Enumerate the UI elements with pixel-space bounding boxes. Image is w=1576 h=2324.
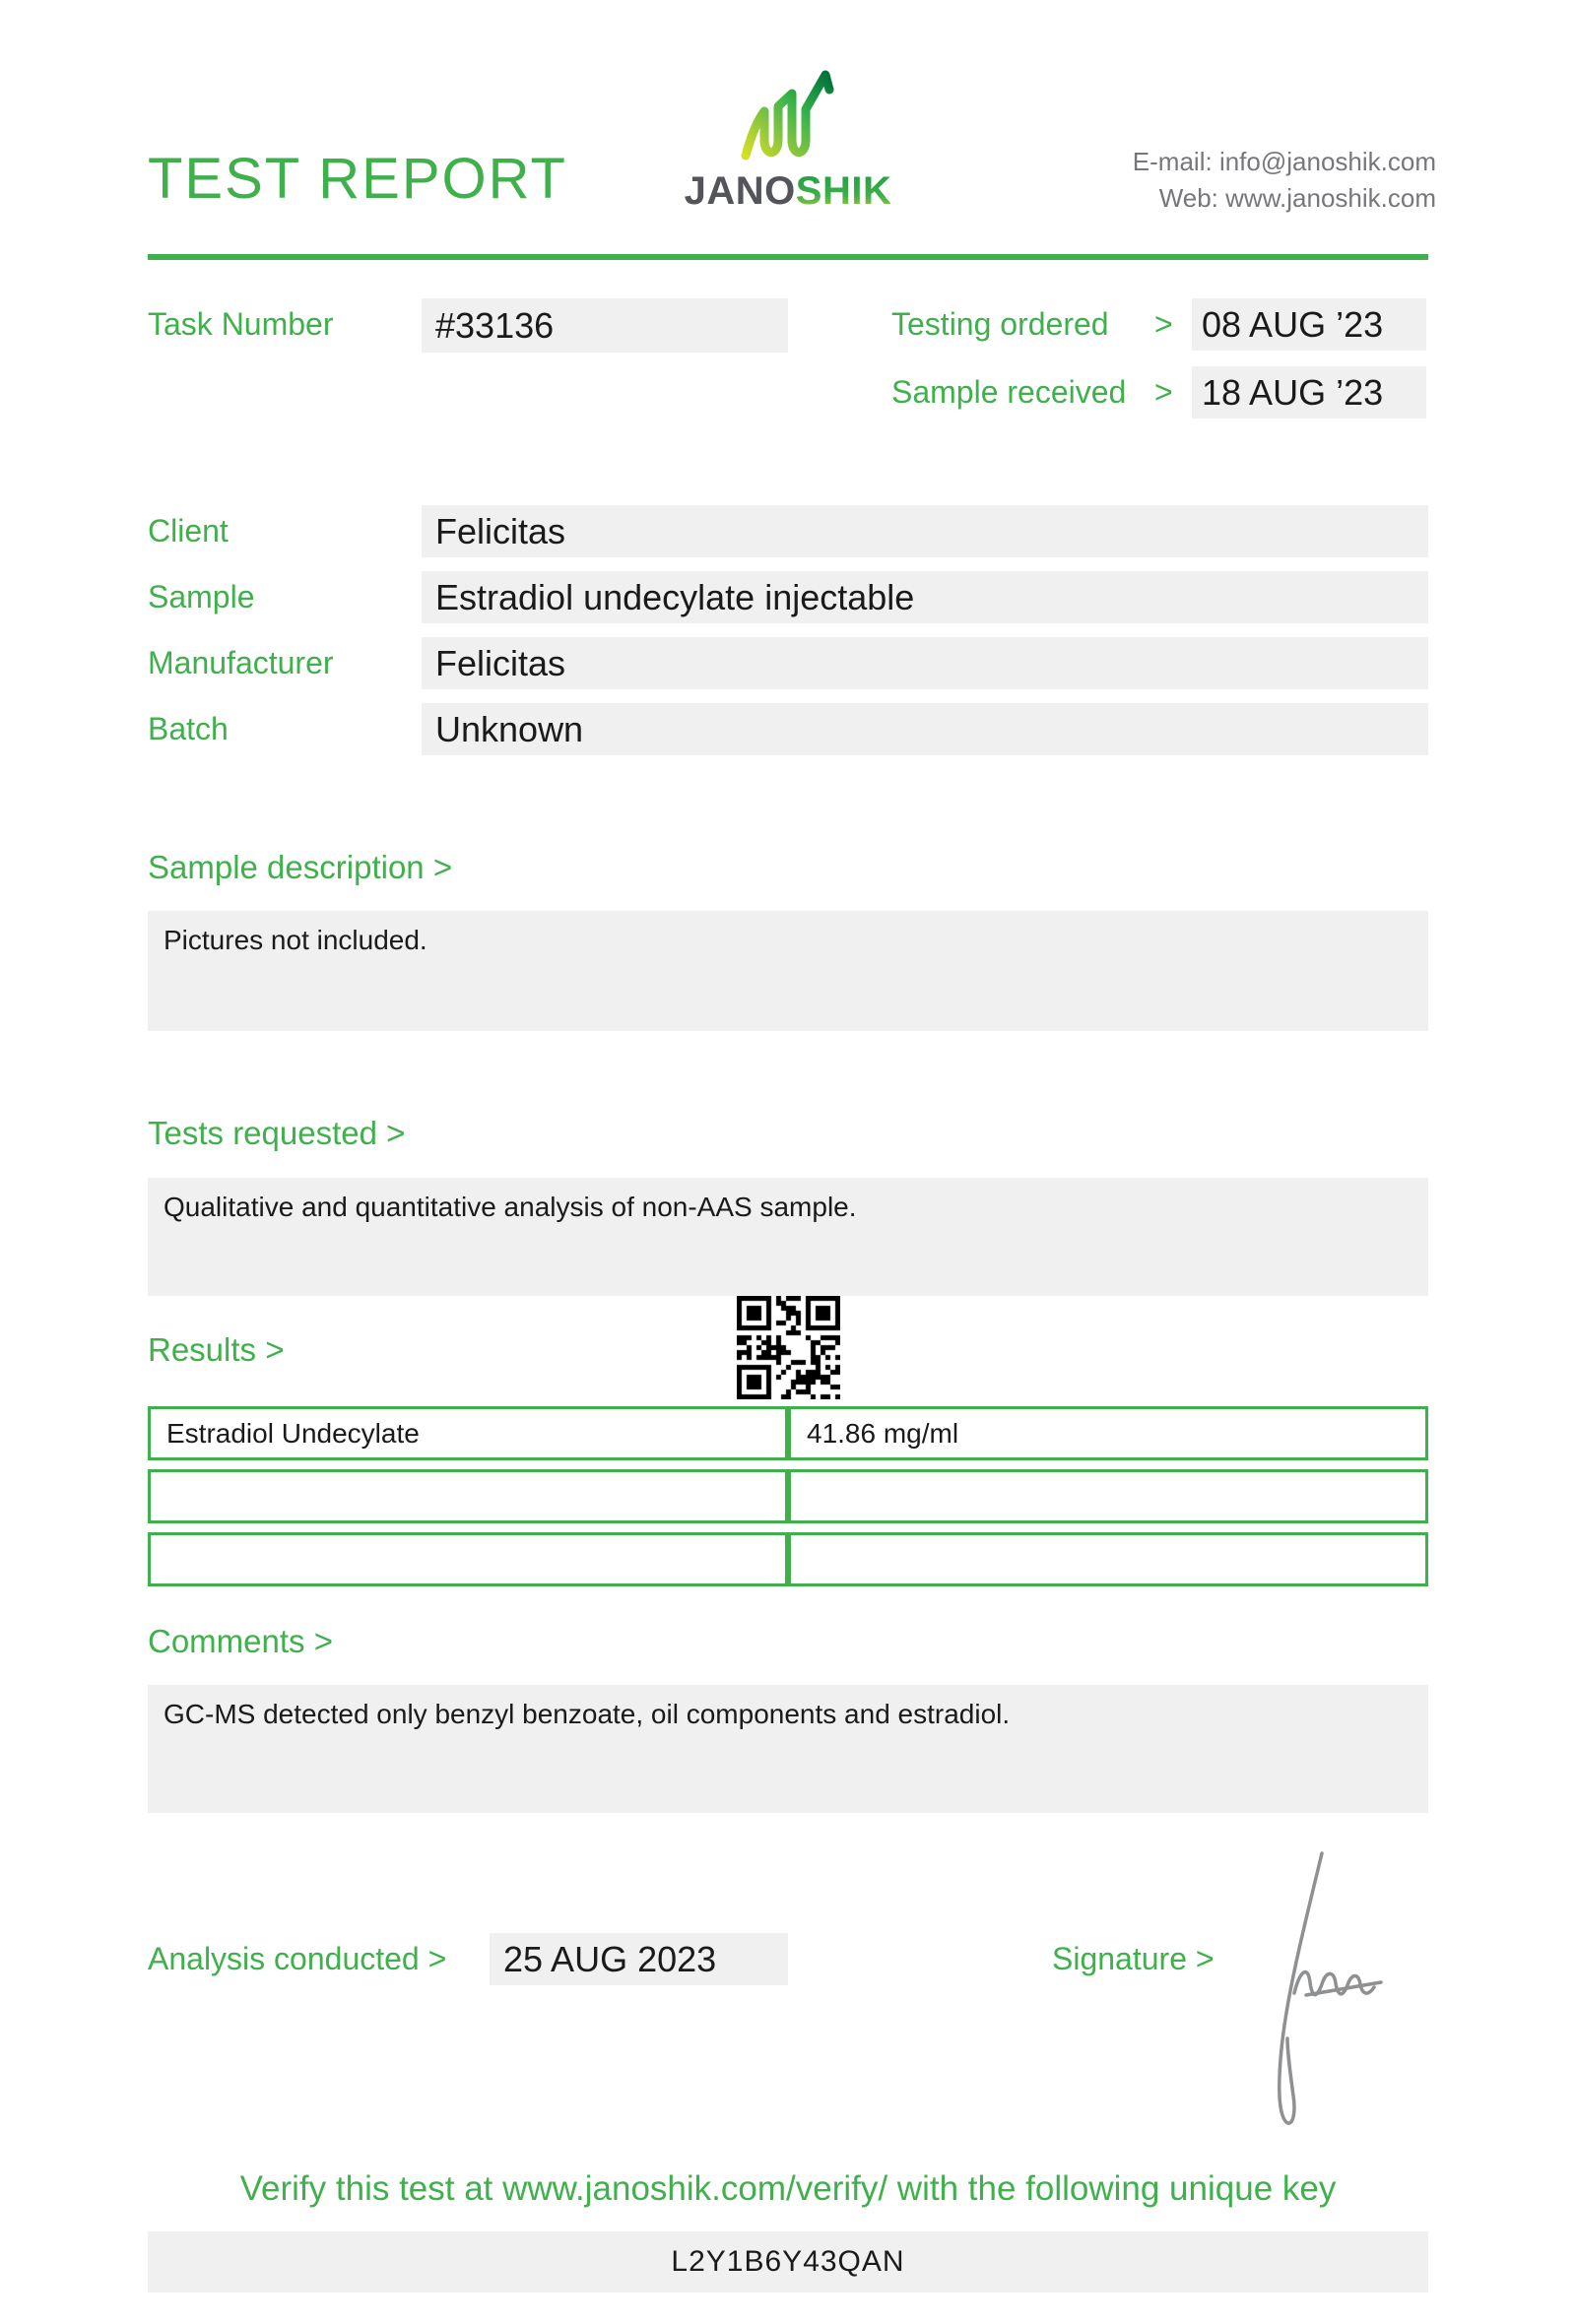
- web-value: www.janoshik.com: [1225, 183, 1436, 213]
- janoshik-logo: [675, 69, 901, 217]
- results-cell-value-3: [788, 1532, 1428, 1586]
- contact-email-line: [1133, 144, 1436, 180]
- detail-label-client: Client: [148, 513, 229, 549]
- verify-key-value: L2Y1B6Y43QAN: [671, 2245, 905, 2278]
- detail-box-manufacturer: [422, 637, 1428, 689]
- results-cell-value-2: [788, 1469, 1428, 1523]
- tests-requested-heading: Tests requested >: [148, 1115, 406, 1151]
- tests-requested-box: [148, 1178, 1428, 1296]
- detail-box-client: [422, 505, 1428, 557]
- testing-ordered-arrow: >: [1154, 306, 1173, 342]
- testing-ordered-date: 08 AUG ’23: [1202, 304, 1384, 345]
- verify-heading: Verify this test at www.janoshik.com/verify/ with the following unique key: [239, 2169, 1337, 2208]
- logo-jano: JANO: [684, 169, 796, 213]
- results-cell-value-1: 41.86 mg/ml: [788, 1406, 1428, 1460]
- qr-code: [737, 1296, 840, 1399]
- results-cell-name-3: [148, 1532, 788, 1586]
- detail-value-client: Felicitas: [435, 511, 566, 551]
- comments-text: GC-MS detected only benzyl benzoate, oil components and estradiol.: [164, 1699, 1011, 1729]
- sample-received-label: Sample received: [891, 374, 1127, 410]
- handwritten-signature: [1263, 1847, 1396, 2135]
- sample-received-date: 18 AUG ’23: [1202, 372, 1384, 413]
- detail-label-batch: Batch: [148, 711, 229, 746]
- analysis-conducted-box: [490, 1933, 788, 1985]
- detail-box-sample: [422, 571, 1428, 623]
- sample-received-box: [1192, 366, 1426, 419]
- signature-label: Signature >: [1052, 1941, 1215, 1976]
- logo-wordmark: [685, 169, 892, 213]
- header-divider: [148, 254, 1428, 260]
- email-label: E-mail:: [1132, 147, 1213, 176]
- analysis-conducted-label: Analysis conducted >: [148, 1941, 447, 1976]
- results-cell-name-2: [148, 1469, 788, 1523]
- contact-block: [1133, 144, 1436, 217]
- chart-arrow-icon: [746, 75, 829, 156]
- comments-heading: Comments >: [148, 1623, 333, 1659]
- results-cell-name-1: Estradiol Undecylate: [148, 1406, 788, 1460]
- task-number-label: Task Number: [148, 306, 334, 342]
- analysis-conducted-date: 25 AUG 2023: [503, 1939, 717, 1979]
- sample-description-box: [148, 911, 1428, 1031]
- detail-label-sample: Sample: [148, 579, 255, 614]
- results-heading: Results >: [148, 1331, 285, 1368]
- sample-description-heading: Sample description >: [148, 849, 453, 885]
- web-label: Web:: [1158, 183, 1218, 213]
- sample-description-text: Pictures not included.: [164, 925, 427, 955]
- detail-value-batch: Unknown: [435, 709, 584, 749]
- email-value: info@janoshik.com: [1218, 147, 1436, 176]
- detail-value-manufacturer: Felicitas: [435, 643, 566, 683]
- verify-key-box: [148, 2231, 1428, 2292]
- logo-shik: SHIK: [795, 169, 892, 213]
- tests-requested-text: Qualitative and quantitative analysis of non-AAS sample.: [164, 1192, 857, 1222]
- task-number-value: #33136: [435, 305, 555, 346]
- comments-box: [148, 1685, 1428, 1813]
- page-title: TEST REPORT: [148, 147, 567, 211]
- task-number-box: [422, 298, 788, 353]
- sample-received-arrow: >: [1154, 374, 1173, 410]
- detail-label-manufacturer: Manufacturer: [148, 645, 334, 680]
- detail-box-batch: [422, 703, 1428, 755]
- contact-web-line: [1133, 180, 1436, 217]
- testing-ordered-box: [1192, 298, 1426, 351]
- testing-ordered-label: Testing ordered: [891, 306, 1109, 342]
- detail-value-sample: Estradiol undecylate injectable: [435, 577, 915, 617]
